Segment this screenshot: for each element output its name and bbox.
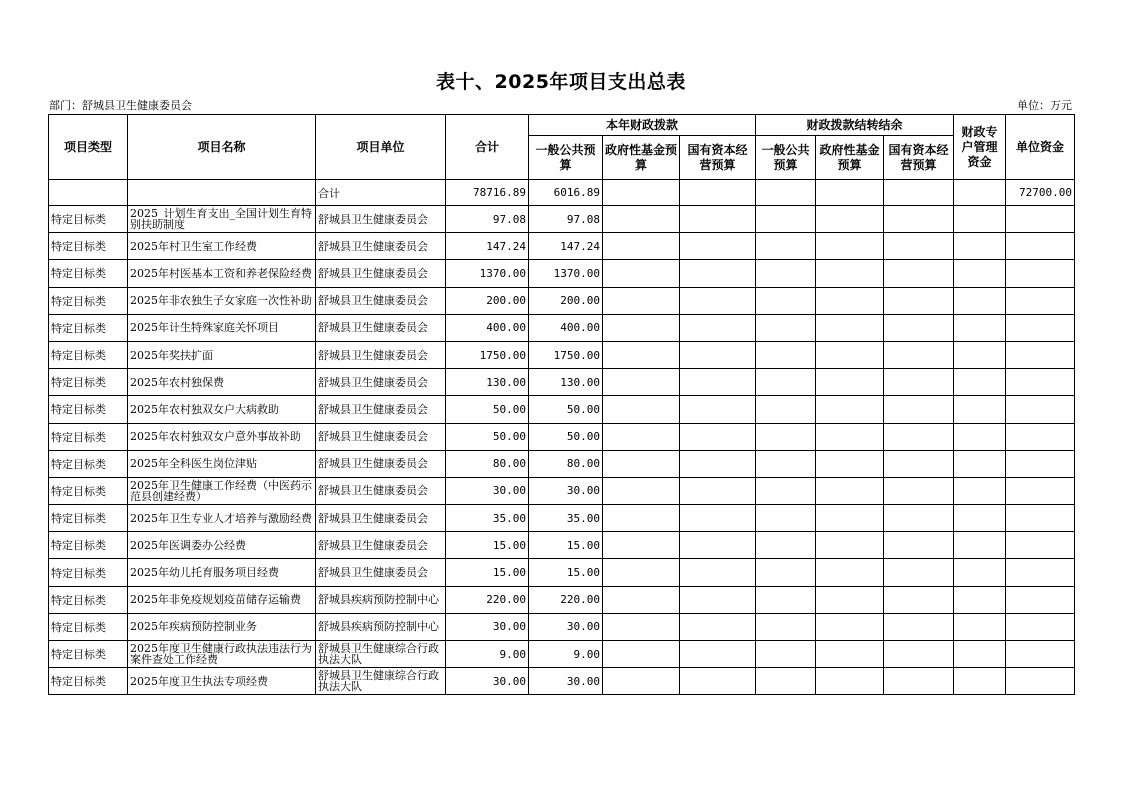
empty-cell (1006, 341, 1075, 368)
empty-cell (954, 668, 1006, 695)
empty-cell (1006, 450, 1075, 477)
empty-cell (680, 260, 756, 287)
header-special-account: 财政专户管理资金 (954, 115, 1006, 180)
empty-cell (816, 505, 884, 532)
empty-cell (603, 314, 680, 341)
empty-cell (603, 260, 680, 287)
general-budget-cell: 9.00 (529, 641, 603, 668)
project-type-cell: 特定目标类 (49, 641, 128, 668)
project-type-cell: 特定目标类 (49, 233, 128, 260)
empty-cell (603, 423, 680, 450)
empty-cell (884, 341, 954, 368)
table-row (49, 396, 1075, 423)
empty-cell (756, 423, 816, 450)
project-name-cell: 2025年医调委办公经费 (128, 532, 316, 559)
empty-cell (816, 559, 884, 586)
empty-cell (816, 314, 884, 341)
project-type-cell: 特定目标类 (49, 613, 128, 640)
project-unit-cell: 舒城县卫生健康委员会 (316, 260, 446, 287)
table-row (49, 586, 1075, 613)
general-budget-cell: 15.00 (529, 559, 603, 586)
project-name-cell: 2025年度卫生执法专项经费 (128, 668, 316, 695)
total-cell: 97.08 (446, 206, 529, 233)
empty-cell (884, 206, 954, 233)
empty-cell (680, 450, 756, 477)
empty-cell (756, 668, 816, 695)
project-expenditure-table (48, 114, 1075, 695)
empty-cell (884, 505, 954, 532)
total-label: 合计 (316, 180, 446, 206)
header-gov-fund-budget-carryover: 政府性基金预算 (816, 136, 884, 180)
empty-cell (756, 314, 816, 341)
empty-cell (603, 641, 680, 668)
project-unit-cell: 舒城县卫生健康委员会 (316, 505, 446, 532)
empty-cell (816, 477, 884, 504)
project-name-cell: 2025年非免疫规划疫苗储存运输费 (128, 586, 316, 613)
table-row (49, 641, 1075, 668)
project-name-cell: 2025年非农独生子女家庭一次性补助 (128, 287, 316, 314)
header-gov-fund-budget: 政府性基金预算 (603, 136, 680, 180)
empty-cell (816, 341, 884, 368)
project-type-cell: 特定目标类 (49, 396, 128, 423)
empty-cell (954, 314, 1006, 341)
general-budget-cell: 15.00 (529, 532, 603, 559)
table-row (49, 314, 1075, 341)
empty-cell (884, 180, 954, 206)
project-name-cell: 2025年农村独保费 (128, 369, 316, 396)
empty-cell (756, 450, 816, 477)
general-budget-cell: 1370.00 (529, 260, 603, 287)
empty-cell (680, 341, 756, 368)
table-row (49, 260, 1075, 287)
total-cell: 15.00 (446, 559, 529, 586)
total-cell: 9.00 (446, 641, 529, 668)
total-cell: 130.00 (446, 369, 529, 396)
empty-cell (816, 287, 884, 314)
empty-cell (1006, 613, 1075, 640)
empty-cell (756, 559, 816, 586)
total-cell: 15.00 (446, 532, 529, 559)
project-type-cell: 特定目标类 (49, 287, 128, 314)
empty-cell (816, 233, 884, 260)
empty-cell (954, 477, 1006, 504)
total-general-budget: 6016.89 (529, 180, 603, 206)
empty-cell (884, 668, 954, 695)
project-name-cell: 2025年疾病预防控制业务 (128, 613, 316, 640)
empty-cell (884, 260, 954, 287)
empty-cell (603, 396, 680, 423)
header-total: 合计 (446, 115, 529, 180)
header-project-name: 项目名称 (128, 115, 316, 180)
empty-cell (954, 369, 1006, 396)
empty-cell (954, 505, 1006, 532)
empty-cell (884, 314, 954, 341)
empty-cell (884, 641, 954, 668)
total-amount: 78716.89 (446, 180, 529, 206)
project-type-cell: 特定目标类 (49, 423, 128, 450)
total-cell: 30.00 (446, 613, 529, 640)
unit-label: 单位：万元 (1017, 99, 1072, 112)
empty-cell (1006, 287, 1075, 314)
table-row (49, 369, 1075, 396)
empty-cell (954, 206, 1006, 233)
project-type-cell: 特定目标类 (49, 369, 128, 396)
empty-cell (603, 532, 680, 559)
project-type-cell: 特定目标类 (49, 314, 128, 341)
table-row (49, 206, 1075, 233)
project-type-cell: 特定目标类 (49, 532, 128, 559)
empty-cell (603, 233, 680, 260)
empty-cell (1006, 260, 1075, 287)
empty-cell (680, 477, 756, 504)
empty-cell (680, 613, 756, 640)
empty-cell (603, 450, 680, 477)
empty-cell (756, 233, 816, 260)
empty-cell (756, 260, 816, 287)
total-cell: 200.00 (446, 287, 529, 314)
general-budget-cell: 1750.00 (529, 341, 603, 368)
project-unit-cell: 舒城县卫生健康委员会 (316, 314, 446, 341)
project-type-cell: 特定目标类 (49, 260, 128, 287)
general-budget-cell: 130.00 (529, 369, 603, 396)
empty-cell (680, 314, 756, 341)
empty-cell (756, 477, 816, 504)
empty-cell (603, 369, 680, 396)
empty-cell (884, 532, 954, 559)
empty-cell (816, 641, 884, 668)
header-general-budget: 一般公共预算 (529, 136, 603, 180)
general-budget-cell: 50.00 (529, 423, 603, 450)
table-row (49, 613, 1075, 640)
general-budget-cell: 30.00 (529, 668, 603, 695)
general-budget-cell: 200.00 (529, 287, 603, 314)
project-unit-cell: 舒城县疾病预防控制中心 (316, 586, 446, 613)
project-type-cell: 特定目标类 (49, 477, 128, 504)
empty-cell (1006, 586, 1075, 613)
total-cell: 80.00 (446, 450, 529, 477)
general-budget-cell: 50.00 (529, 396, 603, 423)
empty-cell (1006, 369, 1075, 396)
project-unit-cell: 舒城县卫生健康委员会 (316, 559, 446, 586)
header-general-budget-carryover: 一般公共预算 (756, 136, 816, 180)
empty-cell (816, 532, 884, 559)
table-row (49, 233, 1075, 260)
empty-cell (954, 233, 1006, 260)
total-cell: 50.00 (446, 423, 529, 450)
empty-cell (680, 287, 756, 314)
table-row (49, 287, 1075, 314)
empty-cell (954, 586, 1006, 613)
empty-cell (954, 287, 1006, 314)
project-name-cell: 2025年农村独双女户意外事故补助 (128, 423, 316, 450)
project-name-cell: 2025年全科医生岗位津贴 (128, 450, 316, 477)
empty-cell (816, 369, 884, 396)
table-row (49, 477, 1075, 504)
project-name-cell: 2025年村医基本工资和养老保险经费 (128, 260, 316, 287)
empty-cell (603, 206, 680, 233)
empty-cell (954, 641, 1006, 668)
empty-cell (816, 668, 884, 695)
empty-cell (1006, 423, 1075, 450)
empty-cell (954, 450, 1006, 477)
table-row (49, 532, 1075, 559)
header-state-capital-budget-carryover: 国有资本经营预算 (884, 136, 954, 180)
header-project-unit: 项目单位 (316, 115, 446, 180)
project-unit-cell: 舒城县卫生健康综合行政执法大队 (316, 668, 446, 695)
empty-cell (756, 396, 816, 423)
project-type-cell: 特定目标类 (49, 586, 128, 613)
empty-cell (816, 180, 884, 206)
empty-cell (954, 559, 1006, 586)
total-cell: 35.00 (446, 505, 529, 532)
project-unit-cell: 舒城县卫生健康委员会 (316, 341, 446, 368)
empty-cell (954, 532, 1006, 559)
empty-cell (680, 396, 756, 423)
total-type-cell (49, 180, 128, 206)
page-title: 表十、2025年项目支出总表 (436, 71, 686, 93)
project-unit-cell: 舒城县卫生健康委员会 (316, 206, 446, 233)
empty-cell (680, 505, 756, 532)
total-unit-funds: 72700.00 (1006, 180, 1075, 206)
empty-cell (954, 423, 1006, 450)
project-unit-cell: 舒城县卫生健康委员会 (316, 477, 446, 504)
project-name-cell: 2025年村卫生室工作经费 (128, 233, 316, 260)
empty-cell (603, 559, 680, 586)
empty-cell (680, 369, 756, 396)
empty-cell (756, 180, 816, 206)
project-name-cell: 2025年奖扶扩面 (128, 341, 316, 368)
empty-cell (680, 206, 756, 233)
empty-cell (1006, 559, 1075, 586)
header-unit-funds: 单位资金 (1006, 115, 1075, 180)
project-name-cell: 2025年幼儿托育服务项目经费 (128, 559, 316, 586)
empty-cell (884, 450, 954, 477)
empty-cell (603, 180, 680, 206)
empty-cell (680, 532, 756, 559)
table-row (49, 423, 1075, 450)
general-budget-cell: 80.00 (529, 450, 603, 477)
empty-cell (603, 287, 680, 314)
empty-cell (756, 505, 816, 532)
empty-cell (954, 613, 1006, 640)
table-row (49, 505, 1075, 532)
empty-cell (884, 423, 954, 450)
general-budget-cell: 97.08 (529, 206, 603, 233)
empty-cell (1006, 396, 1075, 423)
empty-cell (1006, 505, 1075, 532)
empty-cell (756, 532, 816, 559)
empty-cell (884, 233, 954, 260)
empty-cell (816, 613, 884, 640)
project-name-cell: 2025年度卫生健康行政执法违法行为案件查处工作经费 (128, 641, 316, 668)
empty-cell (816, 586, 884, 613)
empty-cell (603, 341, 680, 368)
project-name-cell: 2025年农村独双女户大病救助 (128, 396, 316, 423)
total-cell: 30.00 (446, 668, 529, 695)
empty-cell (884, 396, 954, 423)
project-type-cell: 特定目标类 (49, 206, 128, 233)
empty-cell (1006, 477, 1075, 504)
empty-cell (1006, 233, 1075, 260)
empty-cell (680, 586, 756, 613)
empty-cell (884, 477, 954, 504)
department-label: 部门：舒城县卫生健康委员会 (49, 99, 192, 112)
empty-cell (1006, 206, 1075, 233)
project-unit-cell: 舒城县卫生健康委员会 (316, 450, 446, 477)
project-unit-cell: 舒城县卫生健康委员会 (316, 369, 446, 396)
project-name-cell: 2025年计生特殊家庭关怀项目 (128, 314, 316, 341)
table-row (49, 559, 1075, 586)
project-unit-cell: 舒城县卫生健康委员会 (316, 532, 446, 559)
empty-cell (1006, 532, 1075, 559)
project-type-cell: 特定目标类 (49, 505, 128, 532)
project-type-cell: 特定目标类 (49, 668, 128, 695)
project-type-cell: 特定目标类 (49, 450, 128, 477)
empty-cell (884, 559, 954, 586)
empty-cell (954, 341, 1006, 368)
general-budget-cell: 35.00 (529, 505, 603, 532)
empty-cell (816, 450, 884, 477)
empty-cell (603, 477, 680, 504)
project-unit-cell: 舒城县卫生健康委员会 (316, 233, 446, 260)
project-unit-cell: 舒城县卫生健康委员会 (316, 423, 446, 450)
empty-cell (756, 287, 816, 314)
empty-cell (756, 341, 816, 368)
project-unit-cell: 舒城县疾病预防控制中心 (316, 613, 446, 640)
general-budget-cell: 400.00 (529, 314, 603, 341)
empty-cell (884, 613, 954, 640)
empty-cell (756, 586, 816, 613)
project-unit-cell: 舒城县卫生健康委员会 (316, 287, 446, 314)
empty-cell (1006, 314, 1075, 341)
total-cell: 1750.00 (446, 341, 529, 368)
header-carryover: 财政拨款结转结余 (756, 115, 954, 136)
empty-cell (680, 180, 756, 206)
empty-cell (816, 423, 884, 450)
empty-cell (680, 668, 756, 695)
total-name-cell (128, 180, 316, 206)
general-budget-cell: 220.00 (529, 586, 603, 613)
empty-cell (603, 505, 680, 532)
project-type-cell: 特定目标类 (49, 341, 128, 368)
empty-cell (884, 369, 954, 396)
empty-cell (603, 668, 680, 695)
empty-cell (680, 423, 756, 450)
empty-cell (884, 287, 954, 314)
empty-cell (1006, 668, 1075, 695)
general-budget-cell: 30.00 (529, 477, 603, 504)
empty-cell (954, 260, 1006, 287)
total-row (49, 180, 1075, 206)
project-name-cell: 2025年卫生专业人才培养与激励经费 (128, 505, 316, 532)
general-budget-cell: 147.24 (529, 233, 603, 260)
empty-cell (816, 260, 884, 287)
header-current-appropriation: 本年财政拨款 (529, 115, 756, 136)
table-row (49, 450, 1075, 477)
total-cell: 147.24 (446, 233, 529, 260)
empty-cell (884, 586, 954, 613)
empty-cell (954, 180, 1006, 206)
empty-cell (756, 369, 816, 396)
empty-cell (603, 613, 680, 640)
general-budget-cell: 30.00 (529, 613, 603, 640)
empty-cell (756, 613, 816, 640)
empty-cell (816, 396, 884, 423)
total-cell: 50.00 (446, 396, 529, 423)
total-cell: 30.00 (446, 477, 529, 504)
total-cell: 400.00 (446, 314, 529, 341)
empty-cell (680, 641, 756, 668)
total-cell: 220.00 (446, 586, 529, 613)
empty-cell (756, 206, 816, 233)
empty-cell (756, 641, 816, 668)
empty-cell (603, 586, 680, 613)
project-type-cell: 特定目标类 (49, 559, 128, 586)
empty-cell (954, 396, 1006, 423)
empty-cell (680, 559, 756, 586)
project-unit-cell: 舒城县卫生健康综合行政执法大队 (316, 641, 446, 668)
table-row (49, 341, 1075, 368)
empty-cell (816, 206, 884, 233)
empty-cell (1006, 641, 1075, 668)
total-cell: 1370.00 (446, 260, 529, 287)
project-name-cell: 2025_计划生育支出_全国计划生育特别扶助制度 (128, 206, 316, 233)
empty-cell (680, 233, 756, 260)
table-row (49, 668, 1075, 695)
project-unit-cell: 舒城县卫生健康委员会 (316, 396, 446, 423)
header-project-type: 项目类型 (49, 115, 128, 180)
header-state-capital-budget: 国有资本经营预算 (680, 136, 756, 180)
project-name-cell: 2025年卫生健康工作经费（中医药示范县创建经费） (128, 477, 316, 504)
